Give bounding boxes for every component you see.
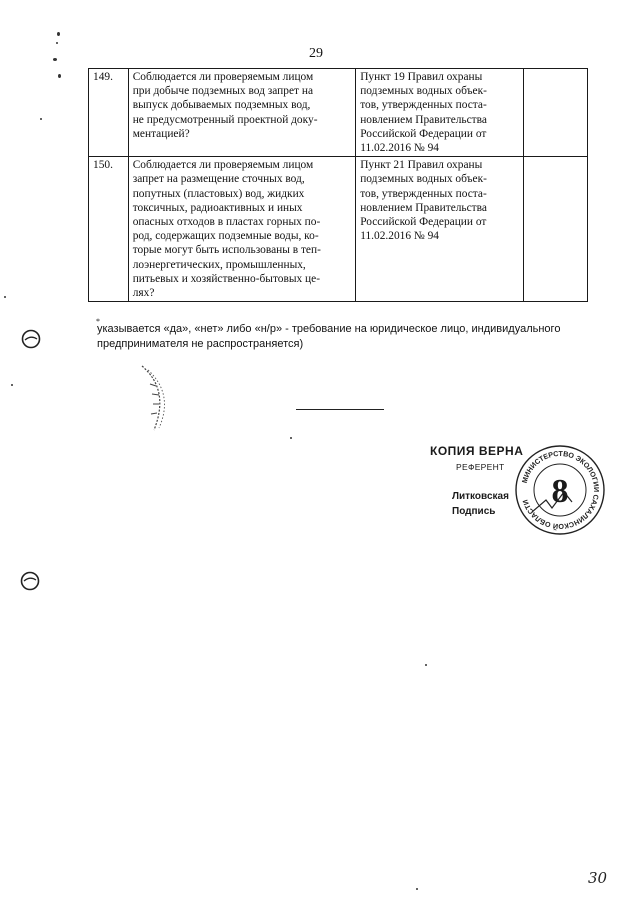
scan-speck	[57, 32, 60, 36]
certification-name: Литковская	[452, 491, 509, 502]
round-seal-icon	[512, 442, 608, 538]
row-reference: Пункт 19 Правил охраны подземных водных объек- тов, утвержденных поста- новлением Правительства Российской Федерации от 11.02.2016 № 94	[356, 69, 523, 157]
certification-role: РЕФЕРЕНТ	[456, 462, 505, 472]
checklist-table	[88, 68, 588, 302]
row-number: 149.	[89, 69, 129, 157]
row-answer-cell	[523, 157, 587, 302]
scan-speck	[58, 74, 61, 78]
footnote-text: указывается «да», «нет» либо «н/р» - требование на юридическое лицо, индивидуального предпринимателя не распространяется)	[97, 323, 561, 350]
handwritten-page-number: 30	[588, 869, 608, 887]
footnote-marker: *	[96, 317, 100, 326]
scan-speck	[290, 437, 292, 439]
seal-text: МИНИСТЕРСТВО ЭКОЛОГИИ САХАЛИНСКОЙ ОБЛАСТИ	[519, 448, 602, 532]
scan-speck	[40, 118, 42, 120]
seal-number: 8	[551, 473, 569, 510]
table-row	[89, 157, 588, 302]
certification-stamp	[426, 440, 606, 560]
scan-speck	[425, 664, 427, 666]
stamp-fragment-icon	[128, 360, 178, 435]
page-number: 29	[309, 46, 323, 61]
row-number: 150.	[89, 157, 129, 302]
punch-hole-icon	[19, 570, 41, 592]
scan-speck	[4, 296, 6, 298]
certification-title: КОПИЯ ВЕРНА	[430, 444, 524, 458]
row-question: Соблюдается ли проверяемым лицом запрет на размещение сточных вод, попутных (пластовых) вод, жидких токсичных, радиоактивных и иных опасных отходов в пластах горных по- род, содержащих подземные воды, ко- торые могут быть использованы в теп- лоэнергетических, промышленных, питьевых и хозяйственно-бытовых це- лях?	[128, 157, 356, 302]
scan-speck	[11, 384, 13, 386]
scan-speck	[53, 58, 57, 61]
row-reference: Пункт 21 Правил охраны подземных водных объек- тов, утвержденных поста- новлением Правительства Российской Федерации от 11.02.2016 № 94	[356, 157, 523, 302]
scan-speck	[56, 42, 58, 44]
scan-speck	[416, 888, 418, 890]
row-answer-cell	[523, 69, 587, 157]
row-question: Соблюдается ли проверяемым лицом при добыче подземных вод запрет на выпуск добываемых подземных вод, не предусмотренный проектной доку- ментацией?	[128, 69, 356, 157]
punch-hole-icon	[20, 328, 42, 350]
table-row	[89, 69, 588, 157]
certification-signature-label: Подпись	[452, 506, 496, 517]
signature-line	[296, 409, 384, 410]
